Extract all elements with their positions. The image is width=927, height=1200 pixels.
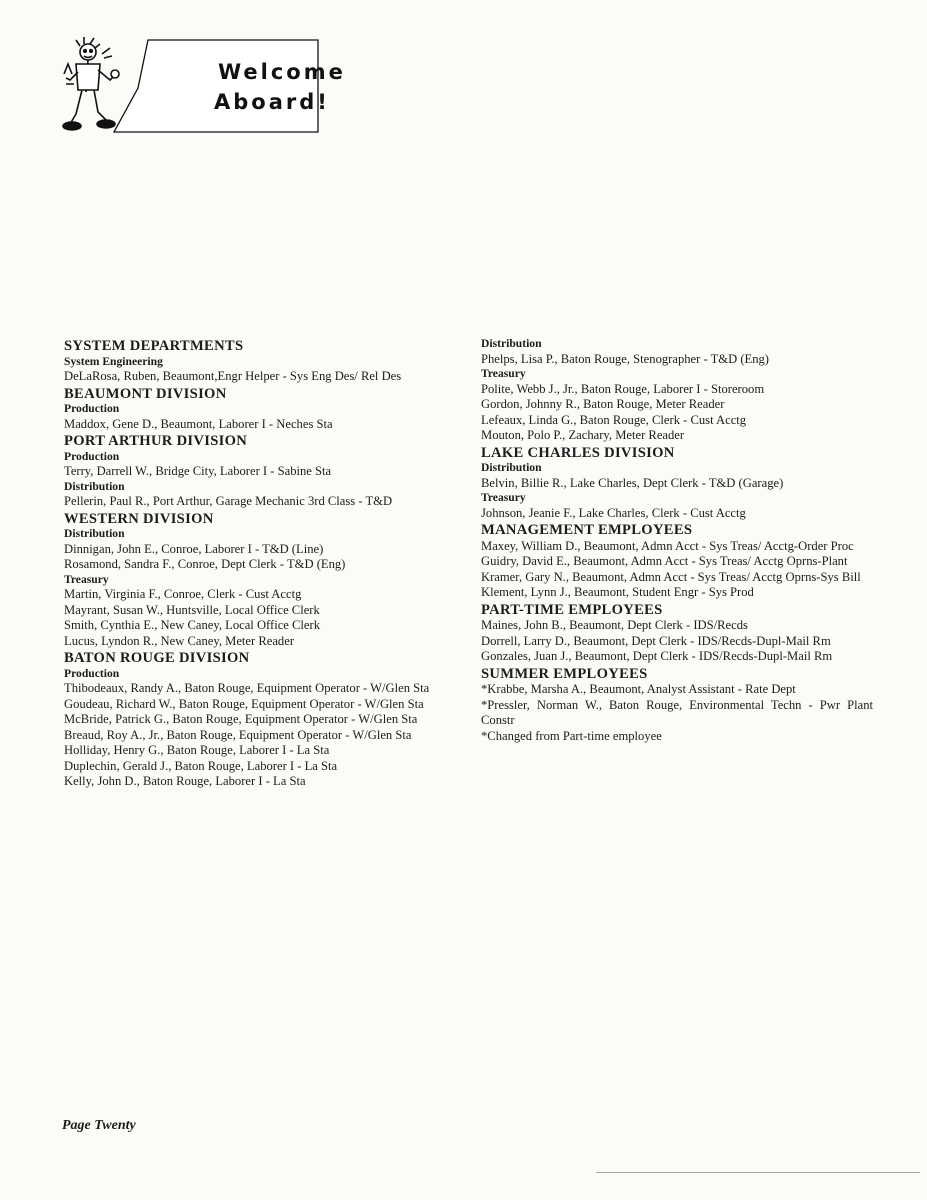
subsection-heading: Production bbox=[64, 666, 120, 680]
employee-entry: Smith, Cynthia E., New Caney, Local Office Clerk bbox=[64, 618, 321, 632]
section-heading: LAKE CHARLES DIVISION bbox=[481, 444, 675, 461]
employee-entry: Lucus, Lyndon R., New Caney, Meter Reader bbox=[64, 633, 295, 648]
employee-entry: Gordon, Johnny R., Baton Rouge, Meter Reader bbox=[481, 397, 725, 411]
employee-entry: Gonzales, Juan J., Beaumont, Dept Clerk - IDS/Recds-Dupl-Mail Rm bbox=[481, 649, 833, 663]
subsection-heading: System Engineering bbox=[64, 354, 163, 368]
employee-entry: Dorrell, Larry D., Beaumont, Dept Clerk - IDS/Recds-Dupl-Mail Rm bbox=[481, 633, 831, 648]
section-heading: PORT ARTHUR DIVISION bbox=[64, 433, 248, 449]
banner-title-line2: Aboard! bbox=[214, 90, 330, 114]
employee-entry: Guidry, David E., Beaumont, Admn Acct - Sys Treas/ Acctg Oprns-Plant bbox=[481, 554, 848, 568]
subsection-heading: Distribution bbox=[481, 337, 542, 350]
employee-entry: *Pressler, Norman W., Baton Rouge, Environmental Techn - Pwr Plant Constr bbox=[481, 697, 873, 727]
subsection-heading: Treasury bbox=[481, 491, 526, 504]
bottom-rule bbox=[596, 1172, 920, 1173]
section-heading: WESTERN DIVISION bbox=[64, 510, 214, 527]
employee-entry: Dinnigan, John E., Conroe, Laborer I - T&D (Line) bbox=[64, 541, 324, 556]
employee-entry: Mouton, Polo P., Zachary, Meter Reader bbox=[481, 428, 685, 442]
employee-entry: Polite, Webb J., Jr., Baton Rouge, Laborer I - Storeroom bbox=[481, 381, 765, 396]
employee-entry: DeLaRosa, Ruben, Beaumont,Engr Helper - Sys Eng Des/ Rel Des bbox=[64, 369, 402, 383]
employee-entry: Mayrant, Susan W., Huntsville, Local Office Clerk bbox=[64, 602, 320, 617]
employee-entry: Lefeaux, Linda G., Baton Rouge, Clerk - Cust Acctg bbox=[481, 412, 747, 427]
employee-entry: Johnson, Jeanie F., Lake Charles, Clerk - Cust Acctg bbox=[481, 505, 746, 520]
employee-entry: Goudeau, Richard W., Baton Rouge, Equipment Operator - W/Glen Sta bbox=[64, 696, 424, 711]
employee-entry: *Krabbe, Marsha A., Beaumont, Analyst Assistant - Rate Dept bbox=[481, 682, 796, 696]
section-heading: MANAGEMENT EMPLOYEES bbox=[481, 522, 693, 538]
right-column bbox=[481, 337, 873, 744]
page-number: Page Twenty bbox=[62, 1118, 136, 1133]
employee-entry: Maddox, Gene D., Beaumont, Laborer I - Neches Sta bbox=[64, 416, 333, 431]
section-heading: BATON ROUGE DIVISION bbox=[64, 650, 250, 666]
employee-entry: Breaud, Roy A., Jr., Baton Rouge, Equipment Operator - W/Glen Sta bbox=[64, 727, 412, 742]
banner-title-line1: Welcome bbox=[218, 60, 346, 84]
subsection-heading: Treasury bbox=[481, 367, 526, 380]
employee-entry: Belvin, Billie R., Lake Charles, Dept Clerk - T&D (Garage) bbox=[481, 475, 784, 490]
employee-entry: Rosamond, Sandra F., Conroe, Dept Clerk - T&D (Eng) bbox=[64, 557, 346, 571]
welcome-banner bbox=[62, 34, 346, 138]
employee-entry: Martin, Virginia F., Conroe, Clerk - Cust Acctg bbox=[64, 587, 302, 601]
employee-entry: Maxey, William D., Beaumont, Admn Acct - Sys Treas/ Acctg-Order Proc bbox=[481, 538, 854, 553]
employee-entry: Holliday, Henry G., Baton Rouge, Laborer I - La Sta bbox=[64, 743, 330, 757]
employee-entry: McBride, Patrick G., Baton Rouge, Equipment Operator - W/Glen Sta bbox=[64, 712, 418, 726]
employee-entry: Kelly, John D., Baton Rouge, Laborer I - La Sta bbox=[64, 774, 306, 788]
mascot-icon bbox=[62, 34, 324, 138]
section-heading: PART-TIME EMPLOYEES bbox=[481, 601, 663, 618]
employee-entry: Phelps, Lisa P., Baton Rouge, Stenographer - T&D (Eng) bbox=[481, 351, 769, 366]
left-column bbox=[64, 337, 454, 790]
employee-entry: *Changed from Part-time employee bbox=[481, 728, 662, 743]
subsection-heading: Treasury bbox=[64, 572, 109, 586]
employee-entry: Pellerin, Paul R., Port Arthur, Garage Mechanic 3rd Class - T&D bbox=[64, 494, 393, 508]
employee-entry: Kramer, Gary N., Beaumont, Admn Acct - Sys Treas/ Acctg Oprns-Sys Bill bbox=[481, 569, 861, 584]
section-heading: SYSTEM DEPARTMENTS bbox=[64, 338, 244, 354]
employee-entry: Duplechin, Gerald J., Baton Rouge, Laborer I - La Sta bbox=[64, 758, 338, 773]
subsection-heading: Distribution bbox=[481, 461, 542, 474]
section-heading: SUMMER EMPLOYEES bbox=[481, 665, 648, 682]
subsection-heading: Production bbox=[64, 402, 120, 415]
employee-entry: Maines, John B., Beaumont, Dept Clerk - IDS/Recds bbox=[481, 618, 748, 632]
employee-entry: Terry, Darrell W., Bridge City, Laborer I - Sabine Sta bbox=[64, 464, 332, 478]
subsection-heading: Production bbox=[64, 449, 120, 463]
subsection-heading: Distribution bbox=[64, 479, 125, 493]
subsection-heading: Distribution bbox=[64, 527, 125, 540]
employee-entry: Thibodeaux, Randy A., Baton Rouge, Equipment Operator - W/Glen Sta bbox=[64, 681, 430, 695]
employee-entry: Klement, Lynn J., Beaumont, Student Engr - Sys Prod bbox=[481, 585, 754, 599]
section-heading: BEAUMONT DIVISION bbox=[64, 385, 227, 402]
